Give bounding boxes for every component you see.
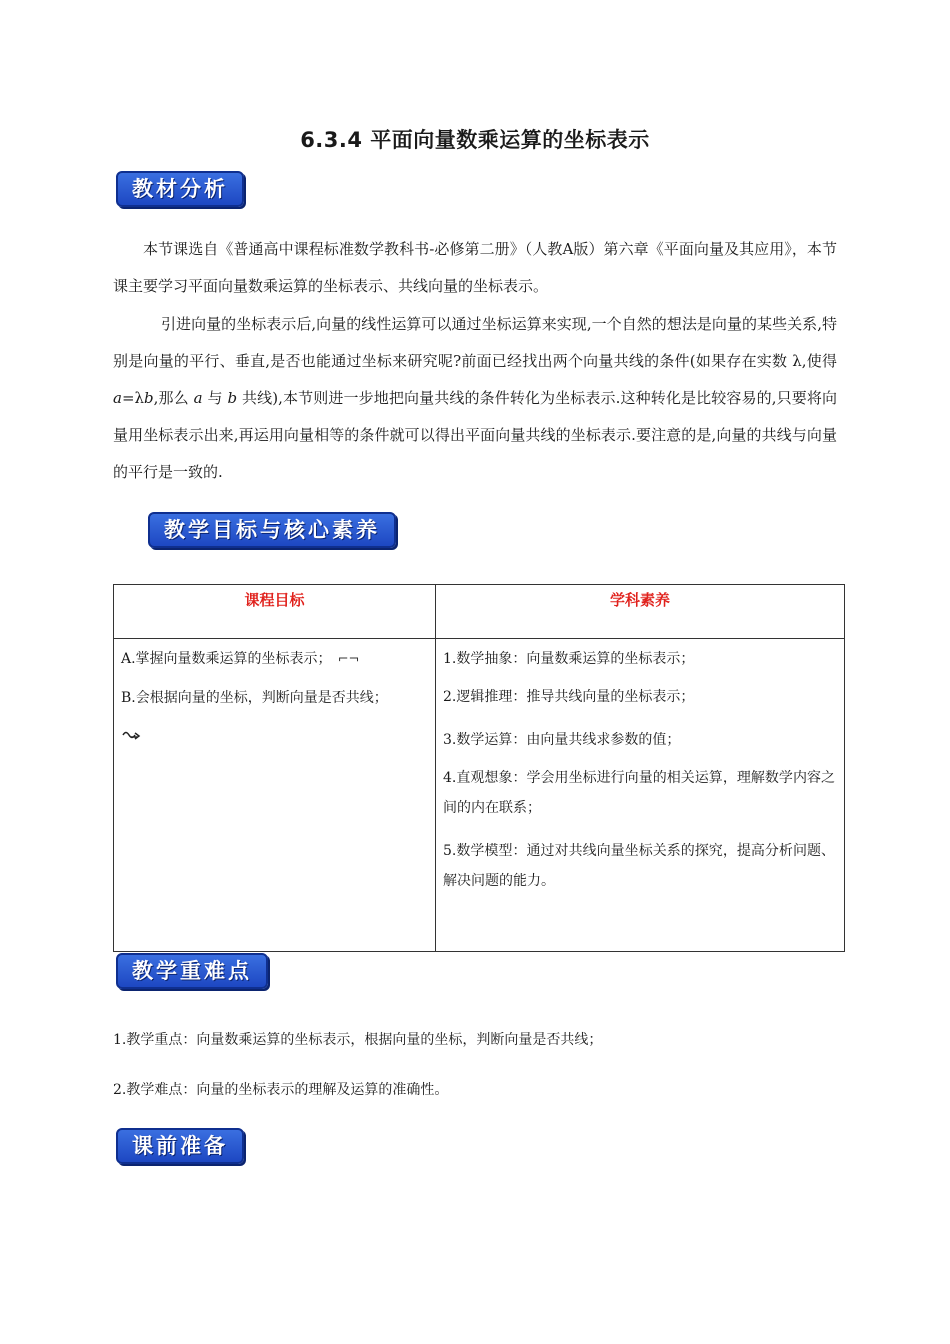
literacy-cell: [436, 639, 845, 952]
teaching-key-point: 1.教学重点：向量数乘运算的坐标表示，根据向量的坐标，判断向量是否共线；: [113, 1032, 603, 1048]
list-item: 3.数学运算：由向量共线求参数的值；: [443, 732, 681, 748]
analysis-text: 引进向量的坐标表示后,向量的线性运算可以通过坐标运算来实现,一个自然的想法是向量的某些关系,特别是向量的平行、垂直,是否也能通过坐标来研究呢?前面已经找出两个向量共线的条件(如果存在实数 λ,使得: [113, 315, 837, 370]
goal-text: A.掌握向量数乘运算的坐标表示；: [121, 651, 332, 667]
list-item: 4.直观想象：学会用坐标进行向量的相关运算，理解数学内容之间的内在联系；: [443, 770, 835, 816]
section-heading-difficulties: 教学重难点: [116, 953, 268, 989]
goals-table-row: [114, 639, 845, 952]
page-title: 6.3.4 平面向量数乘运算的坐标表示: [300, 128, 650, 153]
vector-a: a: [193, 389, 203, 407]
goals-table-header: [114, 585, 845, 639]
course-goals-cell: [114, 639, 436, 952]
list-item: 1.数学抽象：向量数乘运算的坐标表示；: [443, 651, 695, 667]
header-literacy: 学科素养: [436, 585, 845, 639]
section-heading-goals: 教学目标与核心素养: [148, 512, 396, 548]
analysis-text: 与: [202, 389, 228, 407]
vector-b: b: [144, 389, 154, 407]
header-course-goals: 课程目标: [114, 585, 436, 639]
bracket-mark-icon: ⌐¬: [337, 652, 360, 667]
section-heading-analysis: 教材分析: [116, 171, 244, 207]
analysis-paragraph-1: 本节课选自《普通高中课程标准数学教科书-必修第二册》（人教A版）第六章《平面向量及其应用》，本节课主要学习平面向量数乘运算的坐标表示、共线向量的坐标表示。: [113, 240, 837, 295]
teaching-difficult-point: 2.教学难点：向量的坐标表示的理解及运算的准确性。: [113, 1082, 449, 1098]
goals-table: [113, 584, 845, 952]
analysis-text: ,那么: [153, 389, 194, 407]
analysis-text: 共线),本节则进一步地把向量共线的条件转化为坐标表示.这种转化是比较容易的,只要将向量用坐标表示出来,再运用向量相等的条件就可以得出平面向量共线的坐标表示.要注意的是,向量的共线与向量的平行是一致的.: [113, 389, 837, 481]
section-heading-prep: 课前准备: [116, 1128, 244, 1164]
analysis-paragraph-2: [113, 306, 837, 491]
squiggle-mark-icon: [121, 726, 426, 745]
list-item: 5.数学模型：通过对共线向量坐标关系的探究，提高分析问题、解决问题的能力。: [443, 843, 835, 889]
list-item: 2.逻辑推理：推导共线向量的坐标表示；: [443, 689, 695, 705]
list-item: [121, 644, 426, 675]
analysis-text: =λ: [121, 389, 145, 407]
vector-a: a: [113, 389, 122, 407]
list-item: B.会根据向量的坐标，判断向量是否共线；: [121, 690, 388, 706]
vector-b: b: [227, 389, 238, 407]
